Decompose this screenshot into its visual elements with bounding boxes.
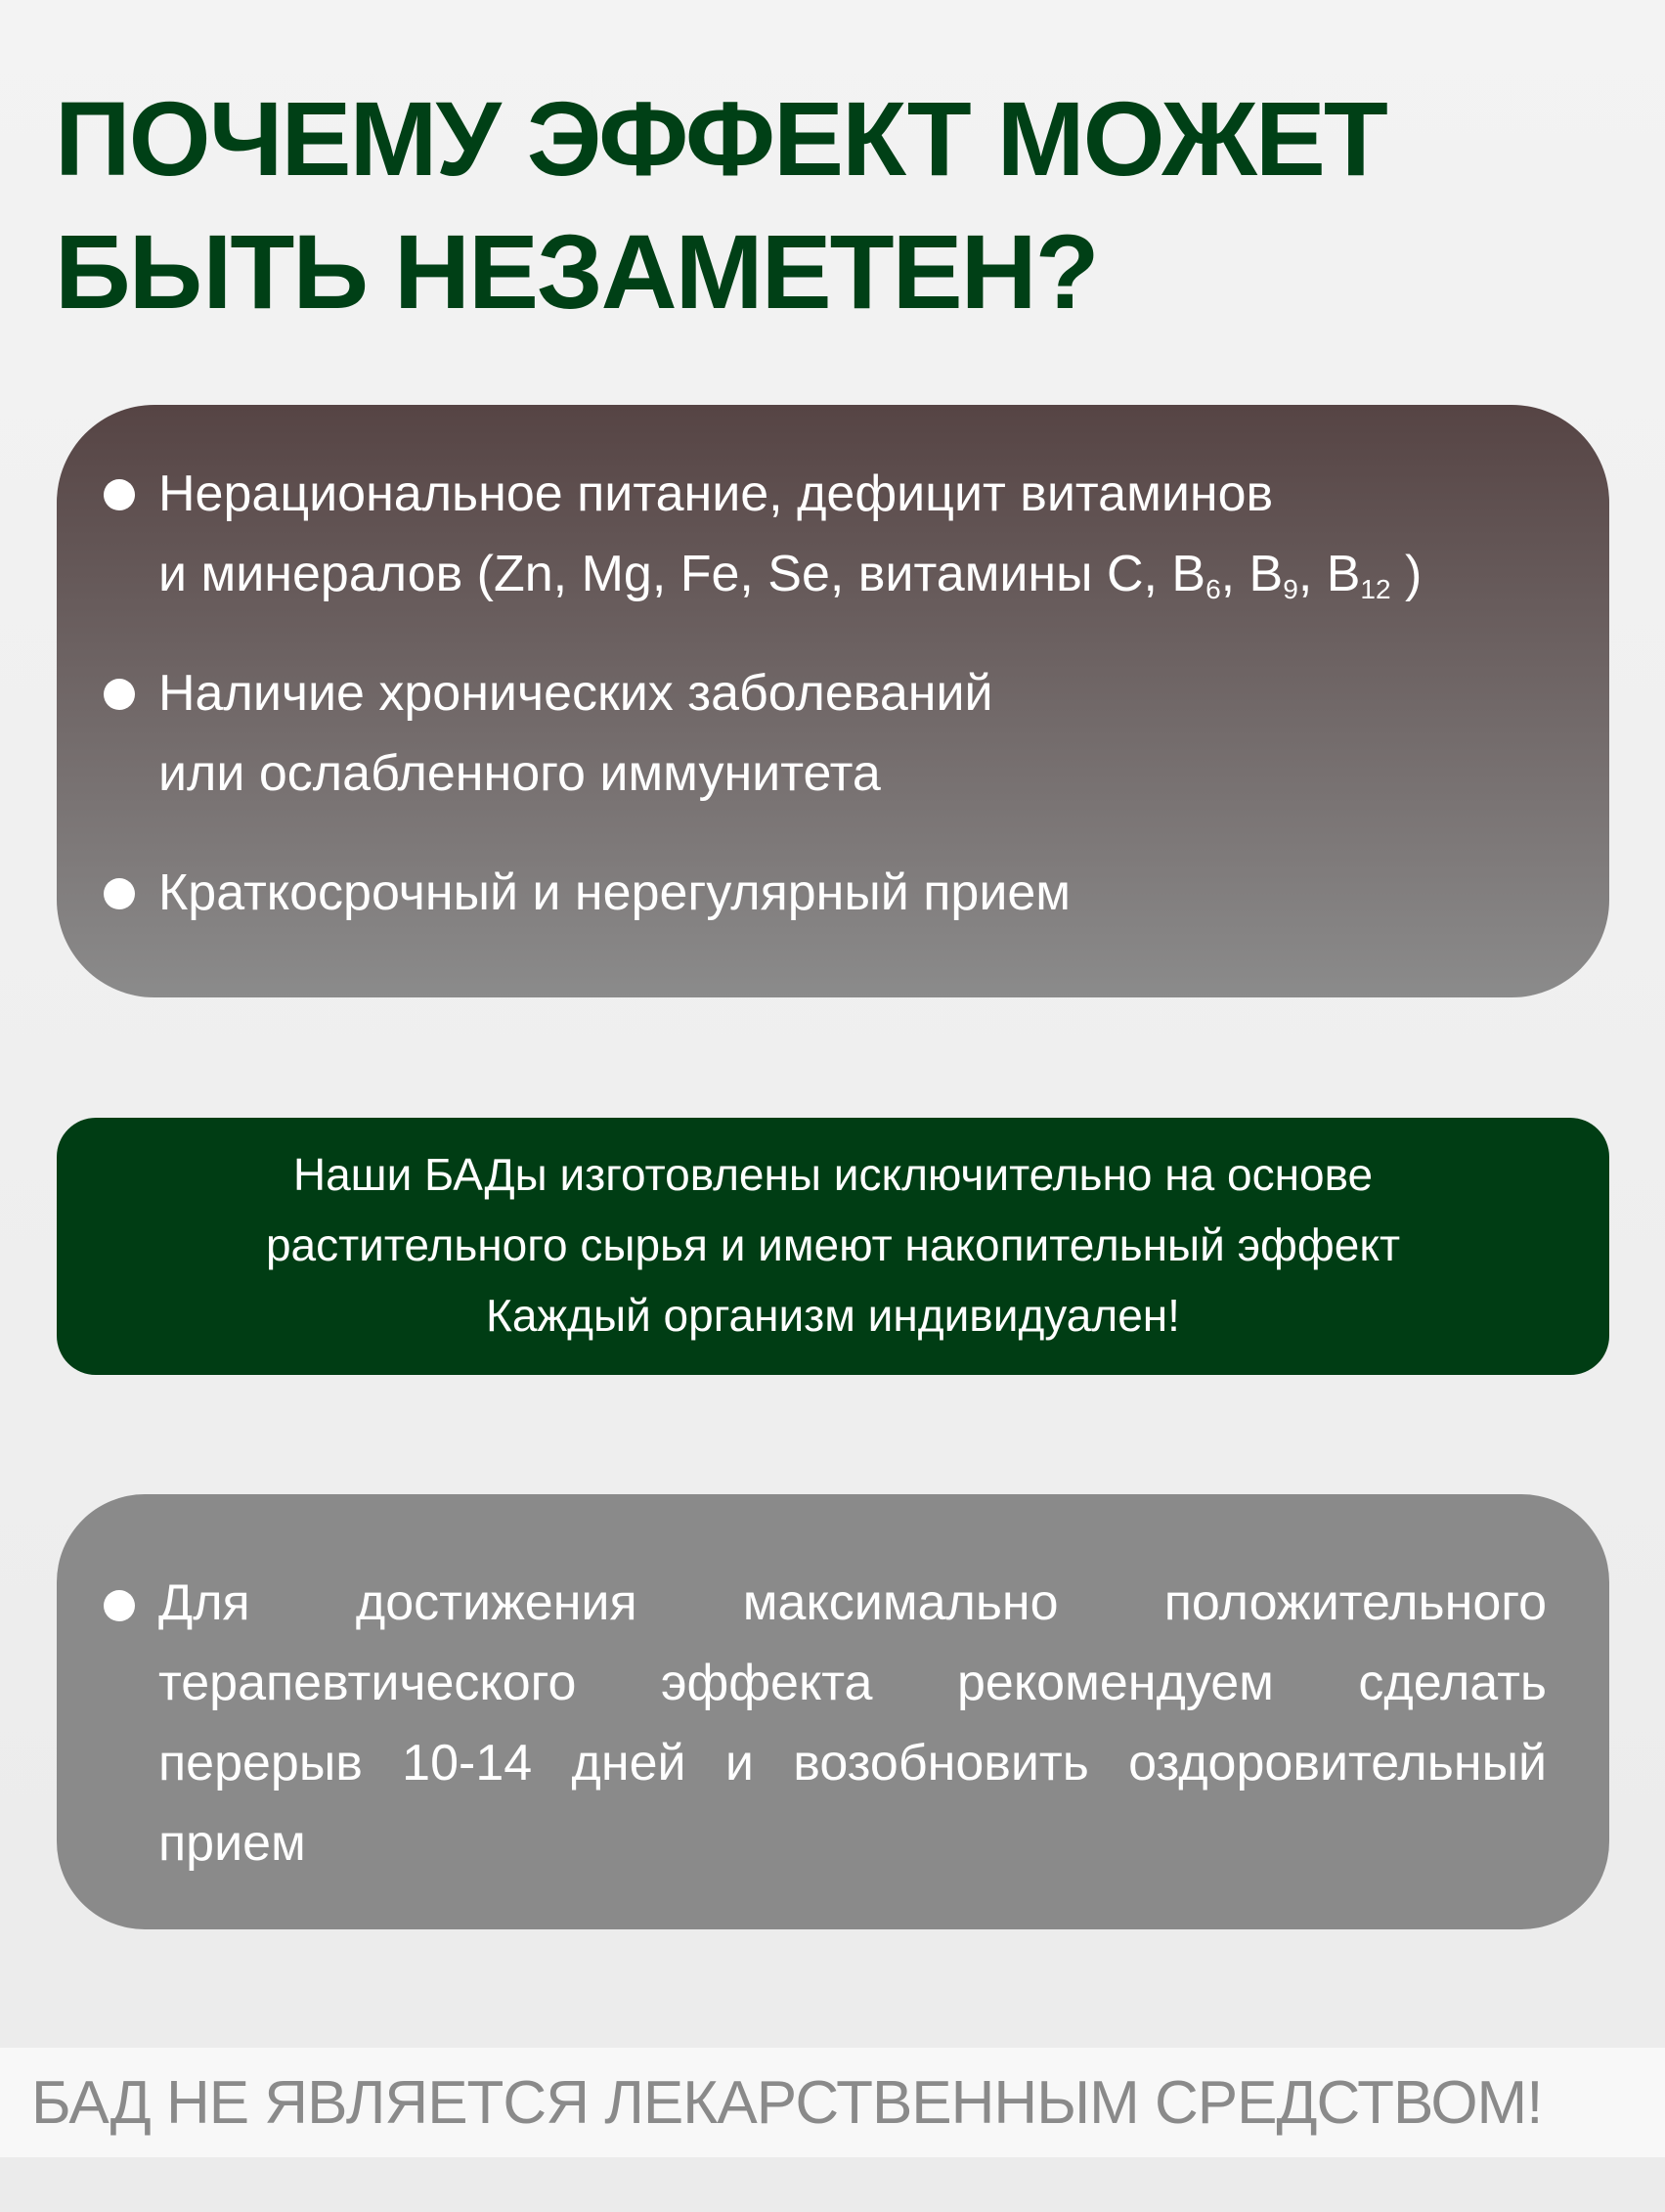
notice-line: растительного сырья и имеют накопительный эффект <box>265 1219 1401 1270</box>
reason-text: Наличие хронических заболеваний <box>158 665 993 722</box>
reasons-card <box>57 405 1609 997</box>
reason-item <box>57 454 1570 614</box>
advice-item <box>57 1563 1547 1883</box>
page-title <box>55 72 1619 338</box>
title-line-2: БЫТЬ НЕЗАМЕТЕН? <box>55 212 1098 331</box>
reason-text: Краткосрочный и нерегулярный прием <box>158 864 1072 921</box>
reason-text: или ослабленного иммунитета <box>158 745 881 802</box>
reason-item <box>57 853 1570 933</box>
disclaimer-text: БАД НЕ ЯВЛЯЕТСЯ ЛЕКАРСТВЕННЫМ СРЕДСТВОМ! <box>31 2069 1543 2137</box>
advice-card <box>57 1494 1609 1929</box>
bullet-icon <box>104 479 135 510</box>
notice-line: Наши БАДы изготовлены исключительно на основе <box>292 1149 1374 1200</box>
disclaimer-banner <box>0 2048 1665 2157</box>
reason-text: и минералов (Zn, Mg, Fe, Se, витамины C, $B_6$, $B_9$, $B_{12}$ ) <box>158 546 1423 604</box>
advice-text: Для достижения максимально положительного терапевтического эффекта рекомендуем сделать перерыв 10-14 дней и возобновить оздоровительный прием <box>158 1574 1547 1872</box>
notice-line: Каждый организм индивидуален! <box>486 1290 1180 1341</box>
notice-card <box>57 1118 1609 1375</box>
bullet-icon <box>104 679 135 710</box>
reason-item <box>57 653 1570 814</box>
title-line-1: ПОЧЕМУ ЭФФЕКТ МОЖЕТ <box>55 79 1386 198</box>
bullet-icon <box>104 1590 135 1621</box>
reason-text: Нерациональное питание, дефицит витаминов <box>158 465 1274 522</box>
bullet-icon <box>104 878 135 909</box>
